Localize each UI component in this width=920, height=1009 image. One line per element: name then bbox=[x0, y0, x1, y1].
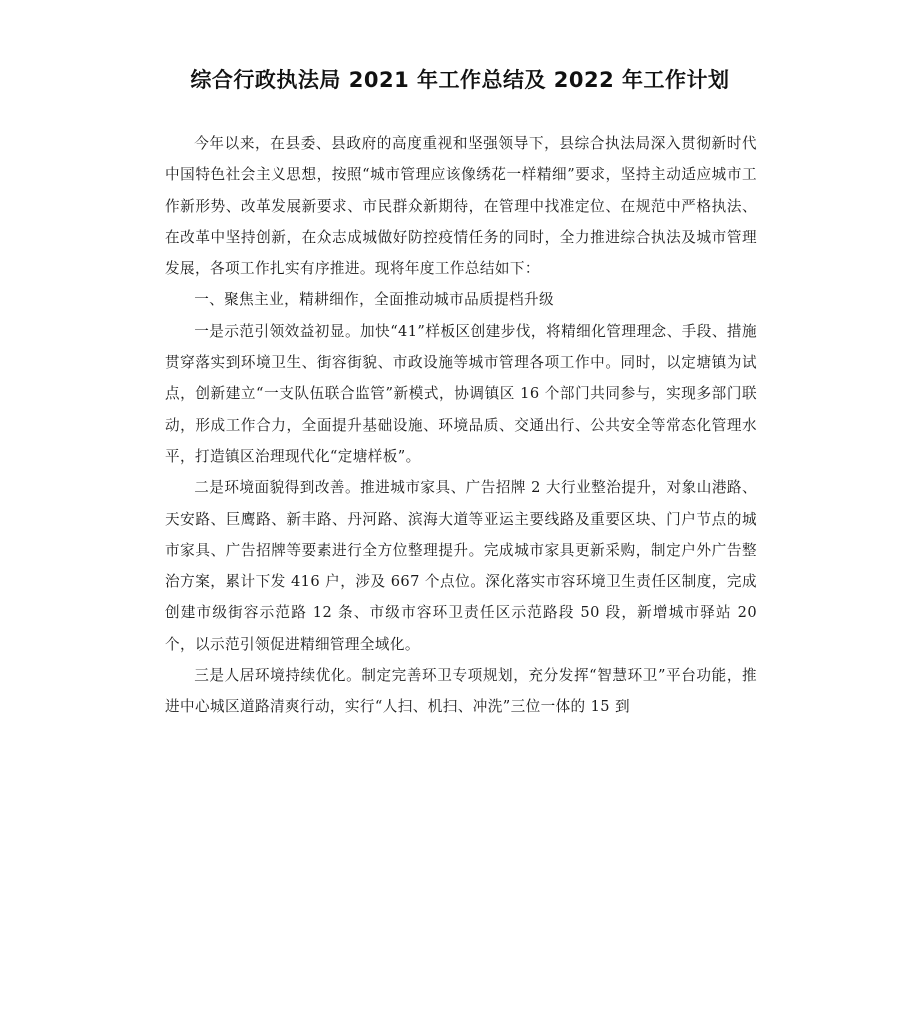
paragraph-point-2: 二是环境面貌得到改善。推进城市家具、广告招牌 2 大行业整治提升，对象山港路、天安路、巨鹰路、新丰路、丹河路、滨海大道等亚运主要线路及重要区块、门户节点的城市家具、广告招牌等要素进行全方位整理提升。完成城市家具更新采购，制定户外广告整治方案，累计下发 416 户，涉及 667 个点位。深化落实市容环境卫生责任区制度，完成创建市级街容示范路 12 条、市级市容环卫责任区示范路段 50 段，新增城市驿站 20 个，以示范引领促进精细管理全域化。 bbox=[165, 479, 757, 653]
paragraph-point-1: 一是示范引领效益初显。加快“41”样板区创建步伐，将精细化管理理念、手段、措施贯穿落实到环境卫生、街容街貌、市政设施等城市管理各项工作中。同时，以定塘镇为试点，创新建立“一支队伍联合监管”新模式，协调镇区 16 个部门共同参与，实现多部门联动，形成工作合力，全面提升基础设施、环境品质、交通出行、公共安全等常态化管理水平，打造镇区治理现代化“定塘样板”。 bbox=[165, 322, 757, 465]
paragraph-point-3: 三是人居环境持续优化。制定完善环卫专项规划，充分发挥“智慧环卫”平台功能，推进中心城区道路清爽行动，实行“人扫、机扫、冲洗”三位一体的 15 到 bbox=[165, 667, 757, 716]
document-title: 综合行政执法局 2021 年工作总结及 2022 年工作计划 bbox=[190, 68, 730, 92]
document-body bbox=[165, 128, 757, 723]
intro-paragraph: 今年以来，在县委、县政府的高度重视和坚强领导下，县综合执法局深入贯彻新时代中国特色社会主义思想，按照“城市管理应该像绣花一样精细”要求，坚持主动适应城市工作新形势、改革发展新要求、市民群众新期待，在管理中找准定位、在规范中严格执法、在改革中坚持创新，在众志成城做好防控疫情任务的同时，全力推进综合执法及城市管理发展，各项工作扎实有序推进。现将年度工作总结如下： bbox=[165, 135, 757, 278]
section-heading-1: 一、聚焦主业，精耕细作，全面推动城市品质提档升级 bbox=[194, 291, 555, 309]
